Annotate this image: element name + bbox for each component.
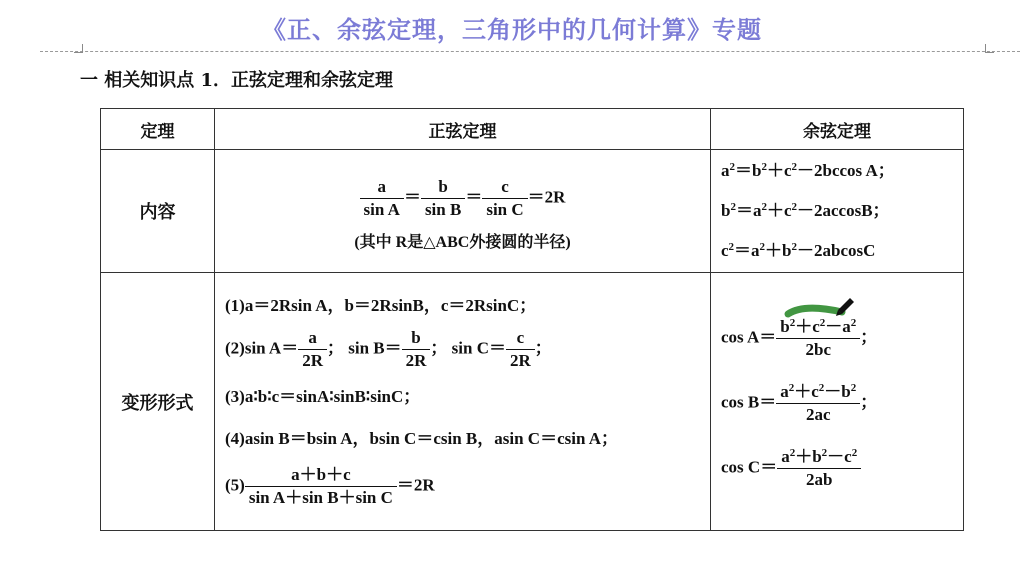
sine-law-statement [215, 150, 711, 273]
page-title: 《正、余弦定理，三角形中的几何计算》专题 [262, 15, 762, 44]
green-highlight-stroke [788, 308, 842, 314]
sine-law-equation: $\frac{a}{\text{sin A}}$ ＝ $\frac{b}{\text{sin B}}$ ＝ $\frac{c}{\text{sin C}}$ ＝2R [215, 176, 710, 221]
variant-2: (2)sin A＝ $\frac{a}{2R}$ ； sin B＝ $\frac{b}{2R}$ ； sin C＝ $\frac{c}{2R}$ ； [225, 327, 552, 370]
circumradius-note: (其中 R是△ABC外接圆的半径) [354, 234, 571, 251]
cosine-law-a2: $a^2=b^2+c^2-2bccos$ A； [721, 161, 895, 180]
variant-4: (4)asin B＝bsin A，bsin C＝csin B，asin C＝csin A； [225, 428, 618, 448]
header-cosine-law: 余弦定理 [711, 109, 964, 150]
margin-corner-mark-right [985, 44, 994, 53]
cosine-law-b2: $b^2=a^2+c^2-2accosB$； [721, 201, 890, 220]
sine-law-variants [215, 273, 711, 531]
variant-5: (5) $\frac{a+b+c}{\text{sin A＋sin B＋sin C}}$ ＝2R [225, 464, 435, 507]
table-header-row [101, 109, 964, 150]
section-heading: 一 相关知识点 1．正弦定理和余弦定理 [80, 70, 394, 91]
header-sine-law: 正弦定理 [215, 109, 711, 150]
fraction-a-over-sinA: $\frac{a}{\text{sin A}}$ [360, 176, 404, 221]
cosine-law-statement [711, 150, 964, 273]
margin-corner-mark-left [74, 44, 83, 53]
fraction-c-over-sinC: $\frac{c}{\text{sin C}}$ [482, 176, 527, 221]
header-theorem: 定理 [101, 109, 215, 150]
fraction-b-over-sinB: $\frac{b}{\text{sin B}}$ [421, 176, 465, 221]
variant-3: (3)a∶b∶c＝sinA∶sinB∶sinC； [225, 386, 421, 406]
row-label-content: 内容 [101, 150, 215, 273]
variant-1: (1)a＝2Rsin A，b＝2RsinB，c＝2RsinC； [225, 295, 537, 315]
header-divider [40, 51, 1020, 52]
pen-annotation [780, 290, 860, 324]
table-row-content [101, 150, 964, 273]
cosine-law-c2: $c^2=a^2+b^2-2abcosC$ [721, 241, 876, 260]
cosC-formula: cos C＝ $\frac{a^2+b^2-c^2}{2ab}$ [721, 446, 963, 491]
row-label-variants: 变形形式 [101, 273, 215, 531]
cosA-formula: cos A＝ $\frac{b^2+c^2-a^2}{2bc}$ ； [721, 317, 878, 359]
cosB-formula: cos B＝ $\frac{a^2+c^2-b^2}{2ac}$ ； [721, 382, 878, 424]
